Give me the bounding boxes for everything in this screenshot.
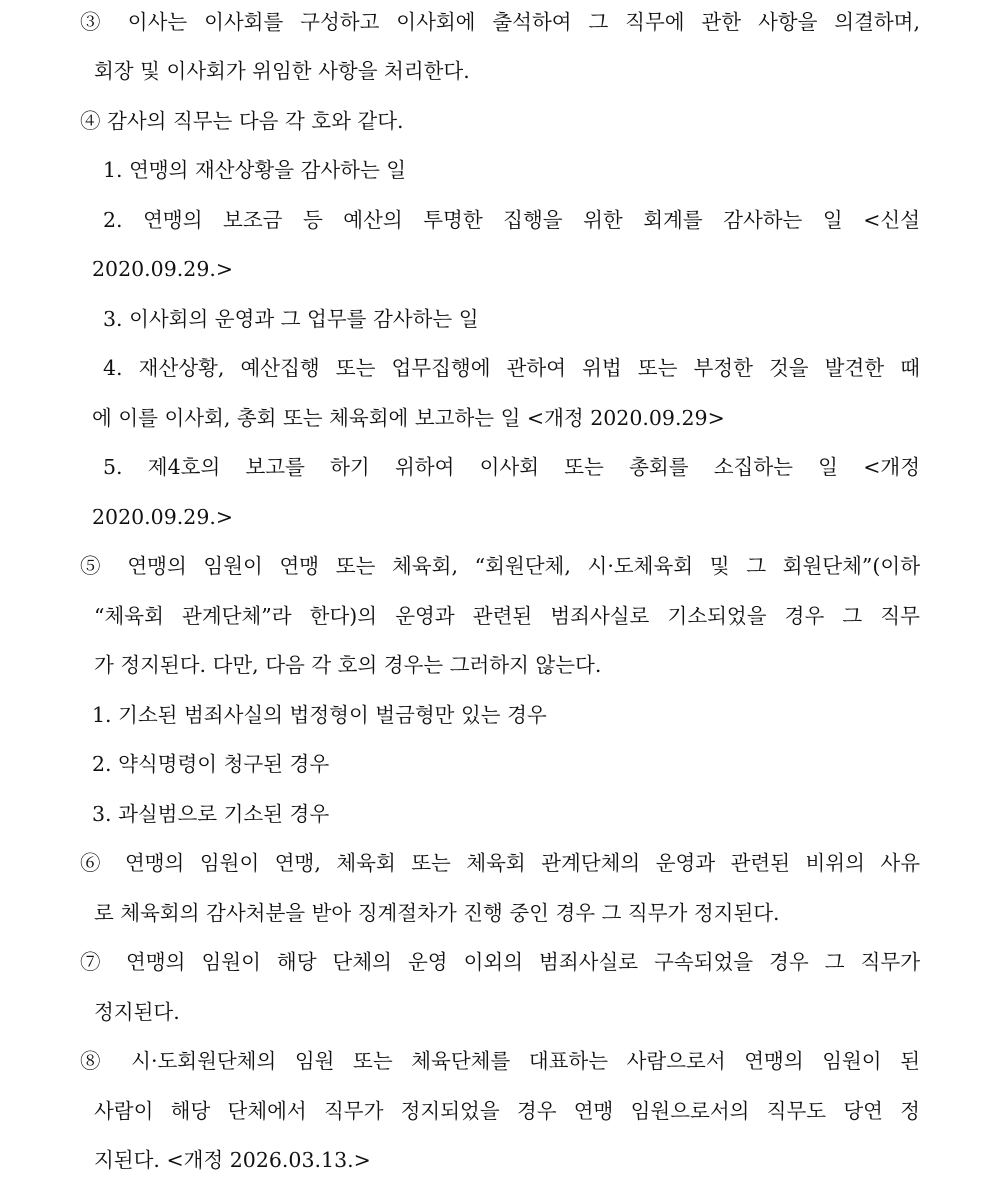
clause-4-item-5-line-2: 2020.09.29.> — [92, 505, 234, 529]
clause-7-line-1: ⑦ 연맹의 임원이 해당 단체의 운영 이외의 범죄사실로 구속되었을 경우 그 직무가 — [80, 950, 920, 974]
clause-8-line-2: 사람이 해당 단체에서 직무가 정지되었을 경우 연맹 임원으로서의 직무도 당연 정 — [94, 1099, 920, 1123]
clause-4-heading: ④ 감사의 직무는 다음 각 호와 같다. — [80, 109, 404, 133]
clause-5-item-2: 2. 약식명령이 청구된 경우 — [92, 752, 330, 776]
clause-4-item-1: 1. 연맹의 재산상황을 감사하는 일 — [103, 158, 407, 182]
clause-8-line-3: 지된다. <개정 2026.03.13.> — [94, 1148, 371, 1172]
clause-6-line-1: ⑥ 연맹의 임원이 연맹, 체육회 또는 체육회 관계단체의 운영과 관련된 비위의 사유 — [80, 851, 920, 875]
clause-6-line-2: 로 체육회의 감사처분을 받아 징계절차가 진행 중인 경우 그 직무가 정지된다. — [94, 901, 780, 925]
clause-8-line-1: ⑧ 시·도회원단체의 임원 또는 체육단체를 대표하는 사람으로서 연맹의 임원이 된 — [80, 1049, 920, 1073]
clause-5-item-3: 3. 과실범으로 기소된 경우 — [92, 802, 330, 826]
clause-4-item-2-line-1: 2. 연맹의 보조금 등 예산의 투명한 집행을 위한 회계를 감사하는 일 <신설 — [103, 208, 920, 232]
clause-7-line-2: 정지된다. — [94, 1000, 180, 1024]
clause-5-item-1: 1. 기소된 범죄사실의 법정형이 벌금형만 있는 경우 — [92, 703, 547, 727]
clause-4-item-2-line-2: 2020.09.29.> — [92, 257, 234, 281]
clause-3-line-2: 회장 및 이사회가 위임한 사항을 처리한다. — [94, 59, 470, 83]
clause-4-item-4-line-2: 에 이를 이사회, 총회 또는 체육회에 보고하는 일 <개정 2020.09.29> — [92, 406, 725, 430]
clause-5-line-2: “체육회 관계단체”라 한다)의 운영과 관련된 범죄사실로 기소되었을 경우 그 직무 — [94, 604, 920, 628]
clause-5-line-3: 가 정지된다. 다만, 다음 각 호의 경우는 그러하지 않는다. — [94, 653, 602, 677]
clause-3-line-1: ③ 이사는 이사회를 구성하고 이사회에 출석하여 그 직무에 관한 사항을 의결하며, — [80, 10, 920, 34]
clause-4-item-4-line-1: 4. 재산상황, 예산집행 또는 업무집행에 관하여 위법 또는 부정한 것을 발견한 때 — [103, 356, 920, 380]
clause-4-item-3: 3. 이사회의 운영과 그 업무를 감사하는 일 — [103, 307, 479, 331]
clause-4-item-5-line-1: 5. 제4호의 보고를 하기 위하여 이사회 또는 총회를 소집하는 일 <개정 — [103, 455, 920, 479]
clause-5-line-1: ⑤ 연맹의 임원이 연맹 또는 체육회, “회원단체, 시·도체육회 및 그 회원단체”(이하 — [80, 554, 920, 578]
